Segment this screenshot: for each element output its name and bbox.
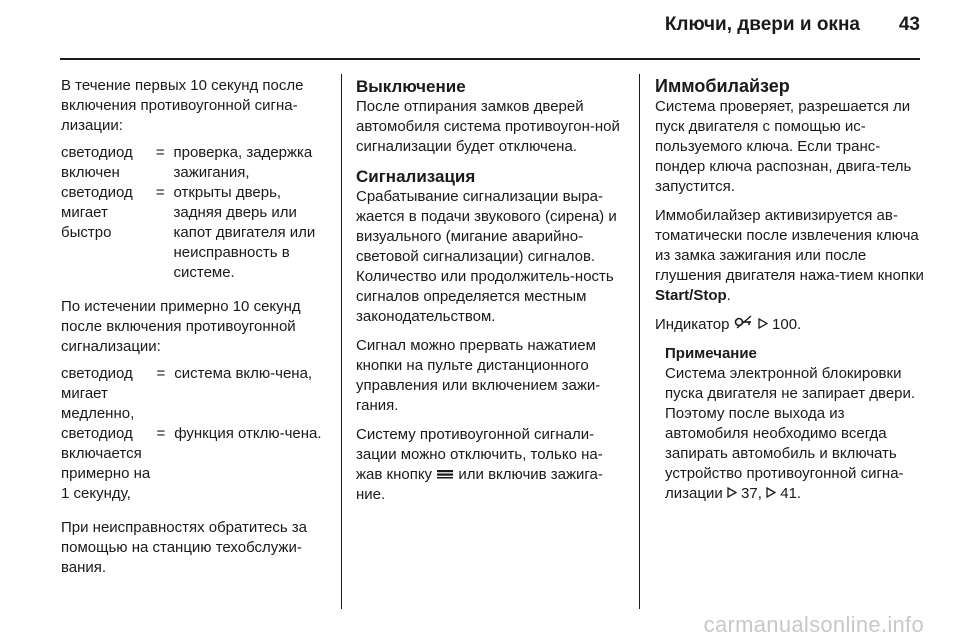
start-stop-label: Start/Stop (655, 287, 727, 304)
led-meaning: система вклю-чена, (174, 365, 313, 382)
table-row (61, 364, 331, 424)
hazard-button-icon (436, 465, 454, 485)
interrupt-paragraph: Сигнал можно прервать нажатием кнопки на пульте дистанционного управления или включением зажи-гания. (356, 337, 601, 414)
triangle-ref-icon (758, 315, 768, 335)
watermark: carmanualsonline.info (703, 612, 924, 637)
table-row (61, 424, 331, 504)
column-2 (356, 76, 626, 514)
table-row (61, 183, 331, 283)
immobilizer-key-icon (734, 315, 754, 335)
column-3 (655, 76, 930, 513)
led-state: светодиод включен (61, 144, 133, 181)
equals-sign: = (156, 365, 166, 382)
equals-sign: = (155, 184, 165, 201)
header-rule (60, 58, 920, 60)
column-divider-1 (341, 74, 342, 609)
triangle-ref-icon (727, 484, 737, 504)
intro-paragraph: В течение первых 10 секунд после включения противоугонной сигна-лизации: (61, 77, 304, 134)
heading-alarm: Сигнализация (356, 167, 476, 186)
deactivation-paragraph: После отпирания замков дверей автомобиля система противоугон-ной сигнализации будет отключена. (356, 98, 620, 155)
led-meaning: функция отклю-чена. (174, 425, 322, 442)
disable-paragraph: Систему противоугонной сигнали-зации можно отключить, только на-жав кнопку или включив зажига-ние. (356, 426, 603, 504)
indicator-table-1 (61, 143, 331, 283)
table-row (61, 143, 331, 183)
heading-immobilizer: Иммобилайзер (655, 76, 790, 96)
note-title: Примечание (665, 345, 757, 363)
page-number: 43 (898, 14, 920, 35)
column-divider-2 (639, 74, 640, 609)
equals-sign: = (156, 425, 166, 442)
note-paragraph: Система электронной блокировки пуска двигателя не запирает двери. Поэтому после выхода из автомобиля необходимо всегда запирать автомобиль и включать устройство противоугонной сигна-лизации 37, 41. (665, 364, 930, 504)
led-state: светодиод мигает быстро (61, 184, 133, 241)
indicator-paragraph: Индикатор 100. (655, 315, 930, 335)
led-meaning: проверка, задержка зажигания, (173, 144, 313, 181)
led-state: светодиод мигает медленно, (61, 365, 135, 422)
immobilizer-paragraph: Система проверяет, разрешается ли пуск двигателя с помощью ис-пользуемого ключа. Если транс-пондер ключа распознан, двига-тель запустится. (655, 98, 912, 195)
note-block (665, 344, 930, 504)
triangle-ref-icon (766, 484, 776, 504)
led-meaning: открыты дверь, задняя дверь или капот двигателя или неисправность в системе. (173, 184, 316, 281)
heading-deactivation: Выключение (356, 77, 466, 96)
indicator-table-2 (61, 364, 331, 504)
led-state: светодиод включается примерно на 1 секунду, (61, 425, 151, 502)
alarm-paragraph: Срабатывание сигнализации выра-жается в подачи звукового (сирена) и визуального (мигание аварийно-световой сигнализации) сигналов. Количество или продолжитель-ность сигналов определяется местным законодательством. (356, 188, 617, 325)
equals-sign: = (155, 144, 165, 161)
activation-paragraph: Иммобилайзер активизируется ав-томатически после извлечения ключа из замка зажигания или после глушения двигателя нажа-тием кнопки Start/Stop. (655, 207, 924, 304)
end-paragraph: При неисправностях обратитесь за помощью на станцию техобслужи-вания. (61, 519, 308, 576)
column-1 (61, 76, 331, 587)
mid-paragraph: По истечении примерно 10 секунд после включения противоугонной сигнализации: (61, 298, 301, 355)
section-title: Ключи, двери и окна (664, 14, 860, 35)
